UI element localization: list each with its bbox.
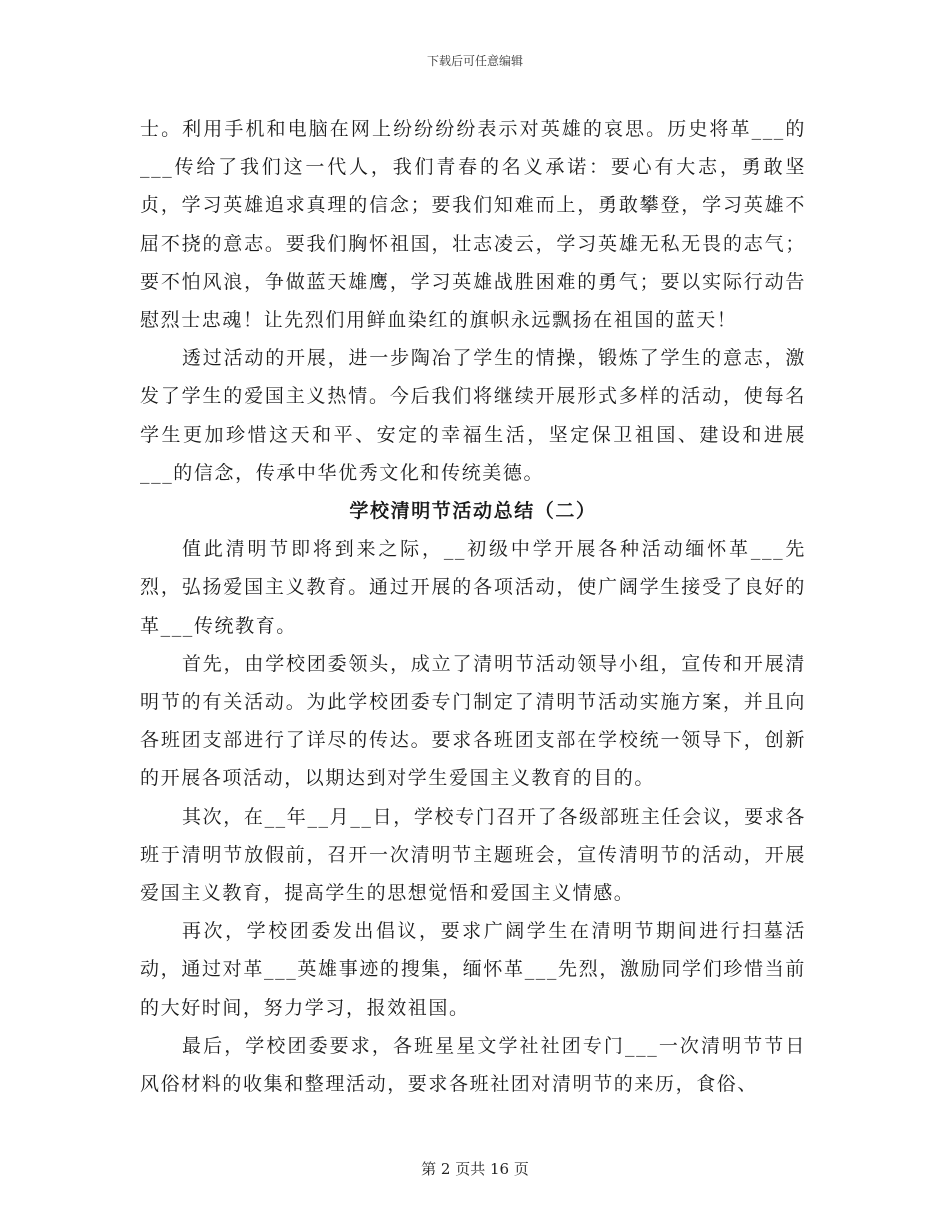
- paragraph: 士。利用手机和电脑在网上纷纷纷纷表示对英雄的哀思。历史将革___的___传给了我们这一代人，我们青春的名义承诺：要心有大志，勇敢坚贞，学习英雄追求真理的信念；要我们知难而上，勇敢攀登，学习英雄不屈不挠的意志。要我们胸怀祖国，壮志凌云，学习英雄无私无畏的志气；要不怕风浪，争做蓝天雄鹰，学习英雄战胜困难的勇气；要以实际行动告慰烈士忠魂！让先烈们用鲜血染红的旗帜永远飘扬在祖国的蓝天！: [140, 118, 806, 332]
- page-header: 下载后可任意编辑: [426, 54, 523, 68]
- document-body: [140, 110, 806, 1103]
- section-title: 学校清明节活动总结（二）: [349, 500, 597, 523]
- paragraph: 其次，在__年__月__日，学校专门召开了各级部班主任会议，要求各班于清明节放假前，召开一次清明节主题班会，宣传清明节的活动，开展爱国主义教育，提高学生的思想觉悟和爱国主义情感。: [140, 805, 806, 905]
- paragraph: 透过活动的开展，进一步陶冶了学生的情操，锻炼了学生的意志，激发了学生的爱国主义热情。今后我们将继续开展形式多样的活动，使每名学生更加珍惜这天和平、安定的幸福生活，坚定保卫祖国、建设和进展___的信念，传承中华优秀文化和传统美德。: [140, 347, 806, 484]
- paragraph: 首先，由学校团委领头，成立了清明节活动领导小组，宣传和开展清明节的有关活动。为此学校团委专门制定了清明节活动实施方案，并且向各班团支部进行了详尽的传达。要求各班团支部在学校统一领导下，创新的开展各项活动，以期达到对学生爱国主义教育的目的。: [140, 652, 806, 790]
- page-footer: 第 2 页共 16 页: [421, 1160, 529, 1178]
- paragraph: 值此清明节即将到来之际，__初级中学开展各种活动缅怀革___先烈，弘扬爱国主义教育。通过开展的各项活动，使广阔学生接受了良好的革___传统教育。: [140, 538, 806, 637]
- paragraph: 最后，学校团委要求，各班星星文学社社团专门___一次清明节节日风俗材料的收集和整理活动，要求各班社团对清明节的来历，食俗、: [140, 1034, 806, 1096]
- paragraph: 再次，学校团委发出倡议，要求广阔学生在清明节期间进行扫墓活动，通过对革___英雄事迹的搜集，缅怀革___先烈，激励同学们珍惜当前的大好时间，努力学习，报效祖国。: [140, 920, 806, 1019]
